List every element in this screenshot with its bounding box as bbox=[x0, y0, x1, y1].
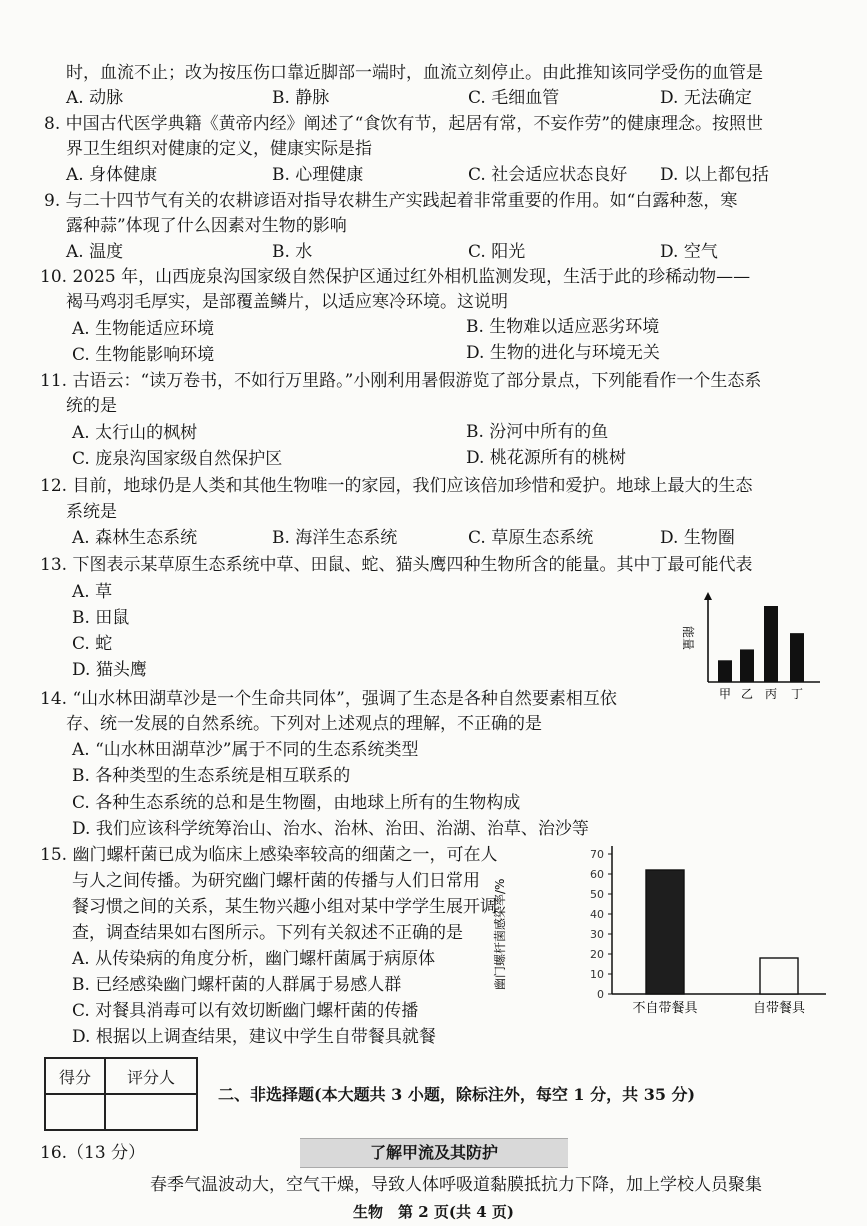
q15-option-d: D. 根据以上调查结果，建议中学生自带餐具就餐 bbox=[72, 1027, 436, 1047]
infection-y-axis-label: 幽门螺杆菌感染率/% bbox=[493, 878, 507, 990]
score-header: 得分 bbox=[45, 1058, 105, 1094]
q15-option-c: C. 对餐具消毒可以有效切断幽门螺杆菌的传播 bbox=[72, 1001, 419, 1021]
q15-stem-line2: 与人之间传播。为研究幽门螺杆菌的传播与人们日常用 bbox=[72, 871, 480, 891]
q11-option-a: A. 太行山的枫树 bbox=[72, 423, 198, 443]
q11-option-d: D. 桃花源所有的桃树 bbox=[466, 448, 626, 468]
q15-stem-line4: 查，调查结果如右图所示。下列有关叙述不正确的是 bbox=[72, 923, 463, 943]
energy-x-label-0: 甲 bbox=[718, 687, 732, 701]
q15-stem-line3: 餐习惯之间的关系，某生物兴趣小组对某中学学生展开调 bbox=[72, 897, 497, 917]
q8-option-a: A. 身体健康 bbox=[66, 165, 158, 185]
q12-option-d: D. 生物圈 bbox=[660, 528, 735, 548]
infection-x-label-1: 自带餐具 bbox=[752, 1001, 806, 1016]
q13-option-b: B. 田鼠 bbox=[72, 608, 130, 628]
q15-option-b: B. 已经感染幽门螺杆菌的人群属于易感人群 bbox=[72, 975, 402, 995]
q9-option-c: C. 阳光 bbox=[468, 242, 526, 262]
q13-option-a: A. 草 bbox=[72, 582, 113, 602]
q9-option-a: A. 温度 bbox=[66, 242, 124, 262]
energy-x-label-2: 丙 bbox=[764, 687, 778, 701]
energy-x-label-3: 丁 bbox=[790, 687, 804, 701]
q11-stem-line1: 11. 古语云：“读万卷书，不如行万里路。”小刚利用暑假游览了部分景点，下列能看作一个生态系 bbox=[40, 371, 762, 391]
energy-bar-3 bbox=[790, 633, 804, 682]
infection-y-tick-label: 20 bbox=[590, 948, 604, 961]
q9-option-b: B. 水 bbox=[272, 242, 313, 262]
q13-option-c: C. 蛇 bbox=[72, 634, 113, 654]
q9-stem-line1: 9. 与二十四节气有关的农耕谚语对指导农耕生产实践起着非常重要的作用。如“白露种葱，寒 bbox=[44, 191, 738, 211]
score-cell[interactable] bbox=[45, 1094, 105, 1130]
infection-y-tick-label: 50 bbox=[590, 888, 604, 901]
energy-y-axis-label: 能量 bbox=[681, 626, 695, 651]
q11-stem-line2: 统的是 bbox=[66, 396, 117, 416]
infection-y-tick-label: 60 bbox=[590, 868, 604, 881]
q7-option-a: A. 动脉 bbox=[66, 88, 124, 108]
q7-stem-tail: 时，血流不止；改为按压伤口靠近脚部一端时，血流立刻停止。由此推知该同学受伤的血管是 bbox=[66, 63, 763, 83]
q16-text: 春季气温波动大，空气干燥，导致人体呼吸道黏膜抵抗力下降，加上学校人员聚集 bbox=[150, 1175, 762, 1195]
infection-y-tick-label: 10 bbox=[590, 968, 604, 981]
energy-bar-2 bbox=[764, 606, 778, 682]
q10-option-a: A. 生物能适应环境 bbox=[72, 319, 215, 339]
infection-bar-0 bbox=[646, 870, 684, 994]
energy-bar-chart bbox=[680, 590, 830, 705]
q16-banner: 了解甲流及其防护 bbox=[300, 1138, 568, 1168]
q15-option-a: A. 从传染病的角度分析，幽门螺杆菌属于病原体 bbox=[72, 949, 436, 969]
grader-cell[interactable] bbox=[105, 1094, 197, 1130]
q14-option-c: C. 各种生态系统的总和是生物圈，由地球上所有的生物构成 bbox=[72, 793, 521, 813]
q9-option-d: D. 空气 bbox=[660, 242, 718, 262]
q12-stem-line2: 系统是 bbox=[66, 502, 117, 522]
q8-stem-line2: 界卫生组织对健康的定义，健康实际是指 bbox=[66, 139, 372, 159]
q14-stem-line1: 14. “山水林田湖草沙是一个生命共同体”，强调了生态是各种自然要素相互依 bbox=[40, 689, 617, 709]
q7-option-b: B. 静脉 bbox=[272, 88, 330, 108]
q12-option-a: A. 森林生态系统 bbox=[72, 528, 198, 548]
q7-option-d: D. 无法确定 bbox=[660, 88, 752, 108]
q13-option-d: D. 猫头鹰 bbox=[72, 660, 147, 680]
energy-bar-0 bbox=[718, 660, 732, 682]
q11-option-b: B. 汾河中所有的鱼 bbox=[466, 422, 609, 442]
infection-y-tick-label: 30 bbox=[590, 928, 604, 941]
infection-rate-bar-chart bbox=[493, 840, 830, 1020]
q14-option-d: D. 我们应该科学统筹治山、治水、治林、治田、治湖、治草、治沙等 bbox=[72, 819, 589, 839]
score-table bbox=[44, 1057, 198, 1131]
infection-y-tick-label: 0 bbox=[597, 988, 604, 1001]
q14-option-b: B. 各种类型的生态系统是相互联系的 bbox=[72, 766, 351, 786]
energy-x-label-1: 乙 bbox=[740, 687, 754, 701]
grader-header: 评分人 bbox=[105, 1058, 197, 1094]
infection-x-label-0: 不自带餐具 bbox=[632, 1001, 698, 1016]
page-footer: 生物 第 2 页(共 4 页) bbox=[353, 1203, 514, 1221]
q10-option-b: B. 生物难以适应恶劣环境 bbox=[466, 317, 660, 337]
energy-bar-1 bbox=[740, 649, 754, 682]
q12-stem-line1: 12. 目前，地球仍是人类和其他生物唯一的家园，我们应该倍加珍惜和爱护。地球上最大的生态 bbox=[40, 476, 753, 496]
q14-option-a: A. “山水林田湖草沙”属于不同的生态系统类型 bbox=[72, 740, 419, 760]
section2-title: 二、非选择题(本大题共 3 小题，除标注外，每空 1 分，共 35 分) bbox=[218, 1085, 696, 1104]
q8-option-d: D. 以上都包括 bbox=[660, 165, 769, 185]
q16-label: 16.（13 分） bbox=[40, 1143, 146, 1163]
q9-stem-line2: 露种蒜”体现了什么因素对生物的影响 bbox=[66, 216, 347, 236]
q12-option-c: C. 草原生态系统 bbox=[468, 528, 594, 548]
q8-option-c: C. 社会适应状态良好 bbox=[468, 165, 628, 185]
q10-stem-line1: 10. 2025 年，山西庞泉沟国家级自然保护区通过红外相机监测发现，生活于此的珍稀动物—— bbox=[40, 267, 751, 287]
infection-bar-1 bbox=[760, 958, 798, 994]
q12-option-b: B. 海洋生态系统 bbox=[272, 528, 398, 548]
q11-option-c: C. 庞泉沟国家级自然保护区 bbox=[72, 449, 283, 469]
q10-option-d: D. 生物的进化与环境无关 bbox=[466, 343, 660, 363]
q13-stem: 13. 下图表示某草原生态系统中草、田鼠、蛇、猫头鹰四种生物所含的能量。其中丁最可能代表 bbox=[40, 555, 753, 575]
infection-y-tick-label: 70 bbox=[590, 848, 604, 861]
q8-option-b: B. 心理健康 bbox=[272, 165, 364, 185]
q15-stem-line1: 15. 幽门螺杆菌已成为临床上感染率较高的细菌之一，可在人 bbox=[40, 845, 498, 865]
q10-stem-line2: 褐马鸡羽毛厚实，是部覆盖鳞片，以适应寒冷环境。这说明 bbox=[66, 292, 508, 312]
infection-y-tick-label: 40 bbox=[590, 908, 604, 921]
q8-stem-line1: 8. 中国古代医学典籍《黄帝内经》阐述了“食饮有节，起居有常，不妄作劳”的健康理念。按照世 bbox=[44, 114, 764, 134]
q14-stem-line2: 存、统一发展的自然系统。下列对上述观点的理解，不正确的是 bbox=[66, 714, 542, 734]
q10-option-c: C. 生物能影响环境 bbox=[72, 345, 215, 365]
q7-option-c: C. 毛细血管 bbox=[468, 88, 560, 108]
